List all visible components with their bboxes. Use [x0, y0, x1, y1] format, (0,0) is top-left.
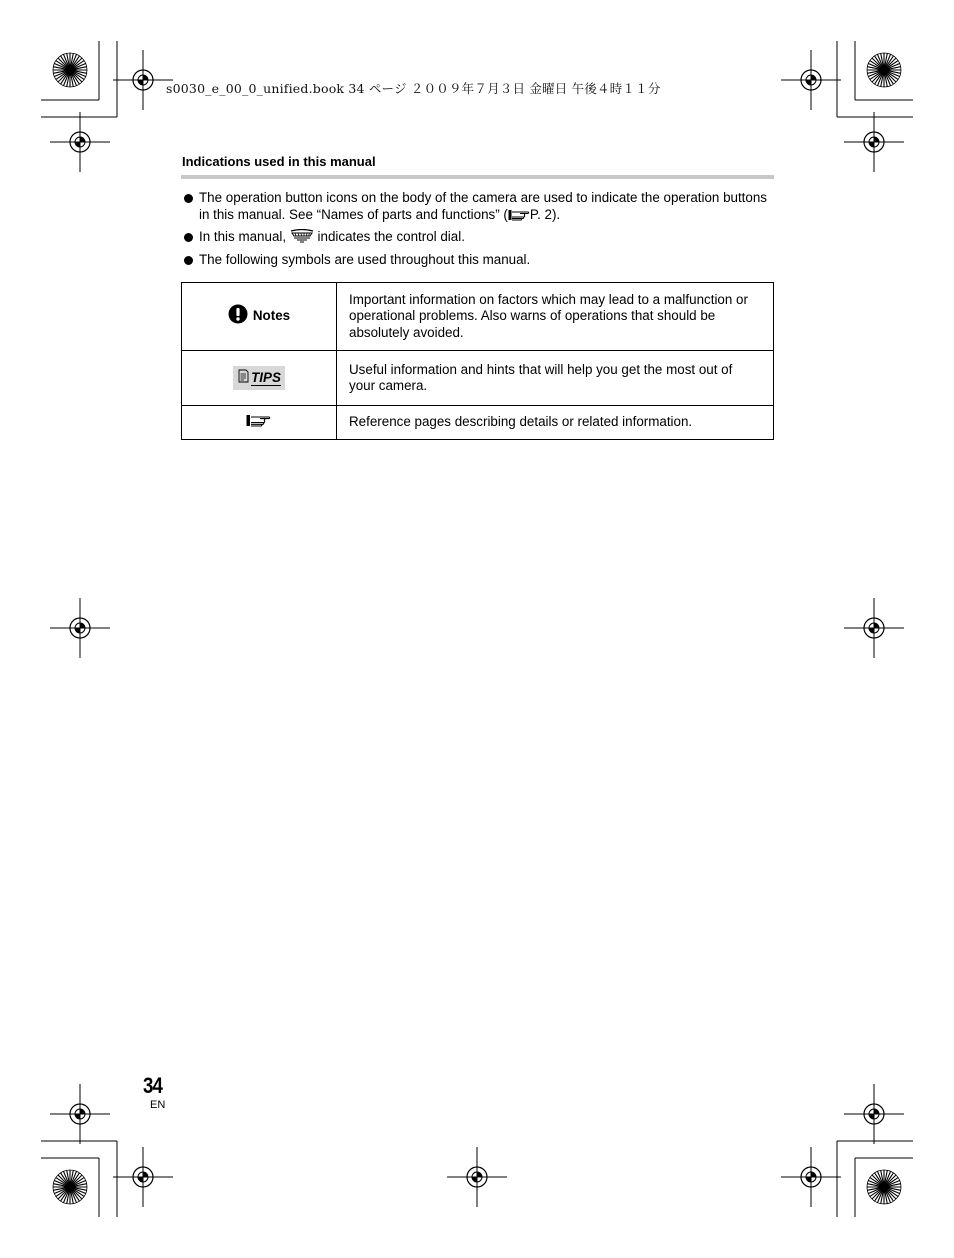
description-cell: Reference pages describing details or related information. — [337, 406, 774, 440]
bullet-icon — [184, 194, 193, 203]
page-number: 34 — [143, 1073, 163, 1098]
bullet-list — [182, 190, 772, 272]
description-cell: Useful information and hints that will help you get the most out of your camera. — [337, 351, 774, 406]
description-cell: Important information on factors which may lead to a malfunction or operational problems. Also warns of operations that should be absolutely avoided. — [337, 283, 774, 351]
exclamation-icon — [228, 304, 248, 329]
section-divider — [181, 175, 774, 179]
bullet-icon — [184, 256, 193, 265]
list-item — [182, 252, 772, 269]
print-slug-header: s0030_e_00_0_unified.book 34 ページ ２００９年７月３日 金曜日 午後４時１１分 — [166, 81, 661, 96]
reference-hand-icon — [246, 415, 272, 430]
control-dial-icon — [290, 229, 314, 248]
tips-label: TIPS — [251, 369, 281, 385]
list-item — [182, 229, 772, 248]
section-title: Indications used in this manual — [182, 154, 376, 169]
list-item — [182, 190, 772, 225]
symbols-table — [181, 282, 774, 440]
symbol-cell — [182, 283, 337, 351]
symbol-cell — [182, 351, 337, 406]
notes-label: Notes — [252, 308, 291, 324]
bullet-icon — [184, 233, 193, 242]
bullet-text-suffix: indicates the control dial. — [313, 229, 465, 244]
symbol-cell — [182, 406, 337, 440]
bullet-text-suffix: P. 2). — [529, 206, 561, 222]
table-row — [182, 283, 774, 351]
reference-hand-icon — [508, 209, 530, 226]
bullet-text: The operation button icons on the body of the camera are used to indicate the operation buttons in this manual. See “Names of parts and functions” ( — [199, 190, 767, 222]
language-code: EN — [150, 1099, 166, 1111]
bullet-text: The following symbols are used throughout this manual. — [199, 251, 531, 267]
memo-icon — [237, 369, 249, 388]
bullet-text: In this manual, — [199, 229, 290, 244]
table-row — [182, 351, 774, 406]
table-row — [182, 406, 774, 440]
